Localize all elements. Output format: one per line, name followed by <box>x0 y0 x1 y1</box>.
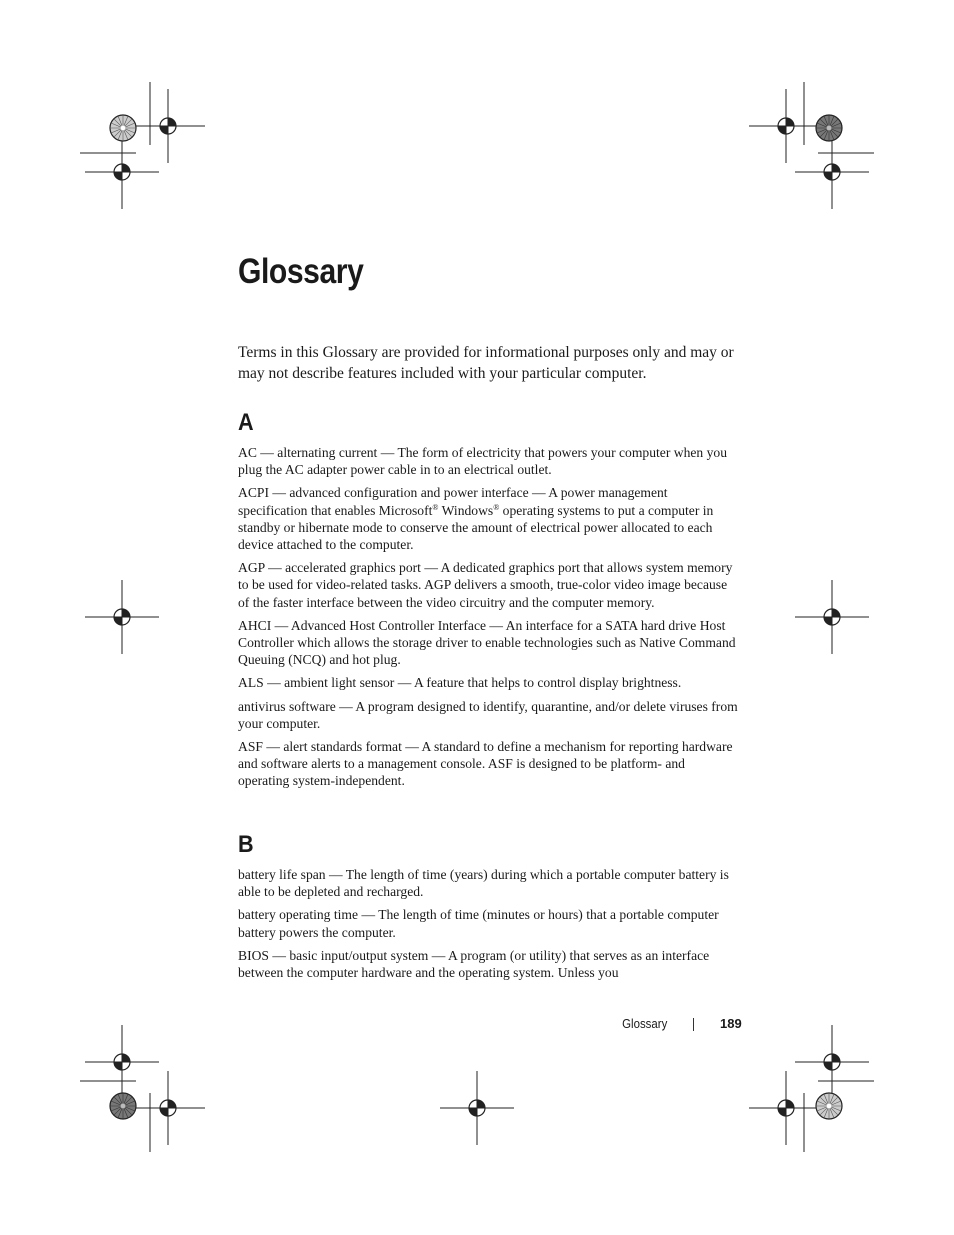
glossary-entry-battery-operating-time <box>238 906 738 940</box>
section-heading-a: A <box>238 409 254 436</box>
entry-term: antivirus software <box>238 698 336 714</box>
glossary-entry-ac <box>238 444 738 478</box>
section-a-entries <box>238 444 738 796</box>
entry-term: ACPI <box>238 485 269 501</box>
entry-definition: — accelerated graphics port — A dedicated graphics port that allows system memory to be used for video-related tasks. AGP delivers a smooth, true-color video image because of the faster interface between the video circuitry and the computer memory. <box>238 560 733 610</box>
entry-term: AGP <box>238 560 265 576</box>
intro-paragraph: Terms in this Glossary are provided for informational purposes only and may or may not describe features included with your particular computer. <box>238 344 734 382</box>
entry-definition: operating systems to put a computer in standby or hibernate mode to conserve the amount of electrical power allocated to each device attached to the computer. <box>238 502 714 553</box>
page-title: Glossary <box>238 252 364 291</box>
entry-definition: — The length of time (minutes or hours) that a portable computer battery powers the computer. <box>238 907 719 940</box>
entry-definition: alternating current — The form of electricity that powers your computer when you plug the AC adapter power cable in to an electrical outlet. <box>238 445 727 478</box>
page-number: 189 <box>720 1016 742 1031</box>
entry-term: battery life span <box>238 867 326 882</box>
section-heading-b: B <box>238 831 254 858</box>
entry-term: ALS <box>238 675 264 691</box>
entry-definition: — The length of time (years) during which a portable computer battery is able to be depleted and recharged. <box>238 867 729 900</box>
page-footer <box>0 1016 954 1034</box>
glossary-entry-als <box>238 674 738 691</box>
entry-definition: — Advanced Host Controller Interface — An interface for a SATA hard drive Host Controller which allows the storage driver to enable technologies such as Native Command Queuing (NCQ) and hot plug. <box>238 617 736 668</box>
entry-definition: Windows <box>438 502 494 518</box>
entry-definition: — alert standards format — A standard to define a mechanism for reporting hardware and software alerts to a management console. ASF is designed to be platform- and operating system-independent. <box>238 739 733 789</box>
entry-definition: — A program designed to identify, quarantine, and/or delete viruses from your computer. <box>238 698 738 731</box>
entry-definition: — ambient light sensor — A feature that helps to control display brightness. <box>263 675 682 691</box>
glossary-entry-asf <box>238 738 738 790</box>
footer-divider <box>693 1018 694 1031</box>
entry-definition: — basic input/output system — A program (or utility) that serves as an interface between the computer hardware and the operating system. Unless you <box>238 947 710 981</box>
entry-term: BIOS <box>238 947 269 963</box>
registered-mark: ® <box>493 502 500 512</box>
entry-term: AHCI <box>238 617 272 633</box>
glossary-entry-battery-life-span <box>238 866 738 900</box>
glossary-entry-agp <box>238 559 738 611</box>
footer-section-label: Glossary <box>621 1016 667 1031</box>
entry-term: AC — <box>238 445 274 460</box>
glossary-entry-acpi <box>238 484 738 553</box>
entry-term: ASF <box>238 739 263 755</box>
glossary-entry-antivirus-software <box>238 698 738 732</box>
glossary-entry-bios <box>238 947 738 981</box>
section-b-entries <box>238 866 738 987</box>
entry-term: battery operating time <box>238 907 359 923</box>
registered-mark: ® <box>432 502 439 512</box>
glossary-entry-ahci <box>238 617 738 669</box>
entry-definition: — advanced configuration and power interface — A power management specification that enables Microsoft <box>238 485 668 518</box>
